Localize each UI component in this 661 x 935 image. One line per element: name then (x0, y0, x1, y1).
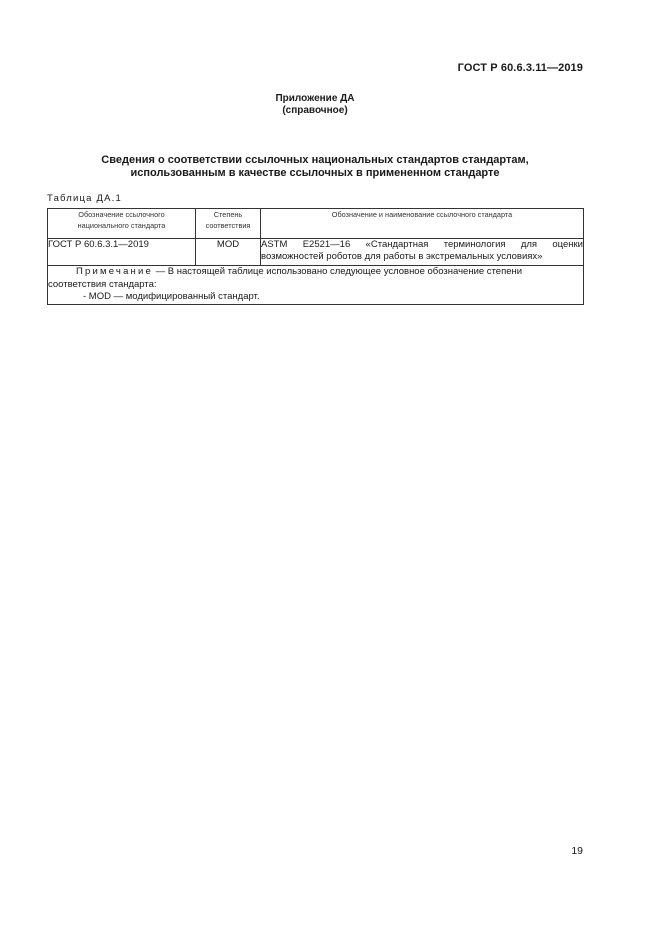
note-text: — В настоящей таблице использовано следующее условное обозначение степени соответствия стандарта: (48, 266, 523, 290)
annex-heading (0, 93, 630, 117)
table-header-row (48, 209, 584, 239)
section-heading-line-2: использованным в качестве ссылочных в примененном стандарте (130, 167, 500, 179)
section-heading-line-1: Сведения о соответствии ссылочных национальных стандартов стандартам, (101, 154, 529, 166)
cell-degree: MOD (196, 239, 261, 266)
page-number: 19 (571, 845, 583, 857)
correspondence-table (47, 208, 584, 305)
annex-title: Приложение ДА (275, 93, 355, 104)
section-heading (0, 154, 630, 180)
note-list-item: - MOD — модифицированный стандарт. (83, 291, 260, 302)
note-paragraph (48, 266, 583, 291)
column-header-reference-standard: Обозначение и наименование ссылочного стандарта (261, 209, 584, 239)
cell-reference-standard: ASTM E2521—16 «Стандартная терминология для оценки возможностей роботов для работы в экстремальных условиях» (261, 239, 584, 266)
table-row (48, 239, 584, 266)
note-label: Примечание (76, 266, 153, 277)
column-header-degree: Степень соответствия (196, 209, 261, 239)
document-code: ГОСТ Р 60.6.3.11—2019 (457, 62, 583, 74)
table-note (48, 266, 584, 305)
annex-subtitle: (справочное) (282, 105, 348, 116)
table-caption: Таблица ДА.1 (47, 193, 122, 204)
cell-national-standard: ГОСТ Р 60.6.3.1—2019 (48, 239, 196, 266)
table-note-row (48, 266, 584, 305)
column-header-national-standard: Обозначение ссылочного национального стандарта (48, 209, 196, 239)
